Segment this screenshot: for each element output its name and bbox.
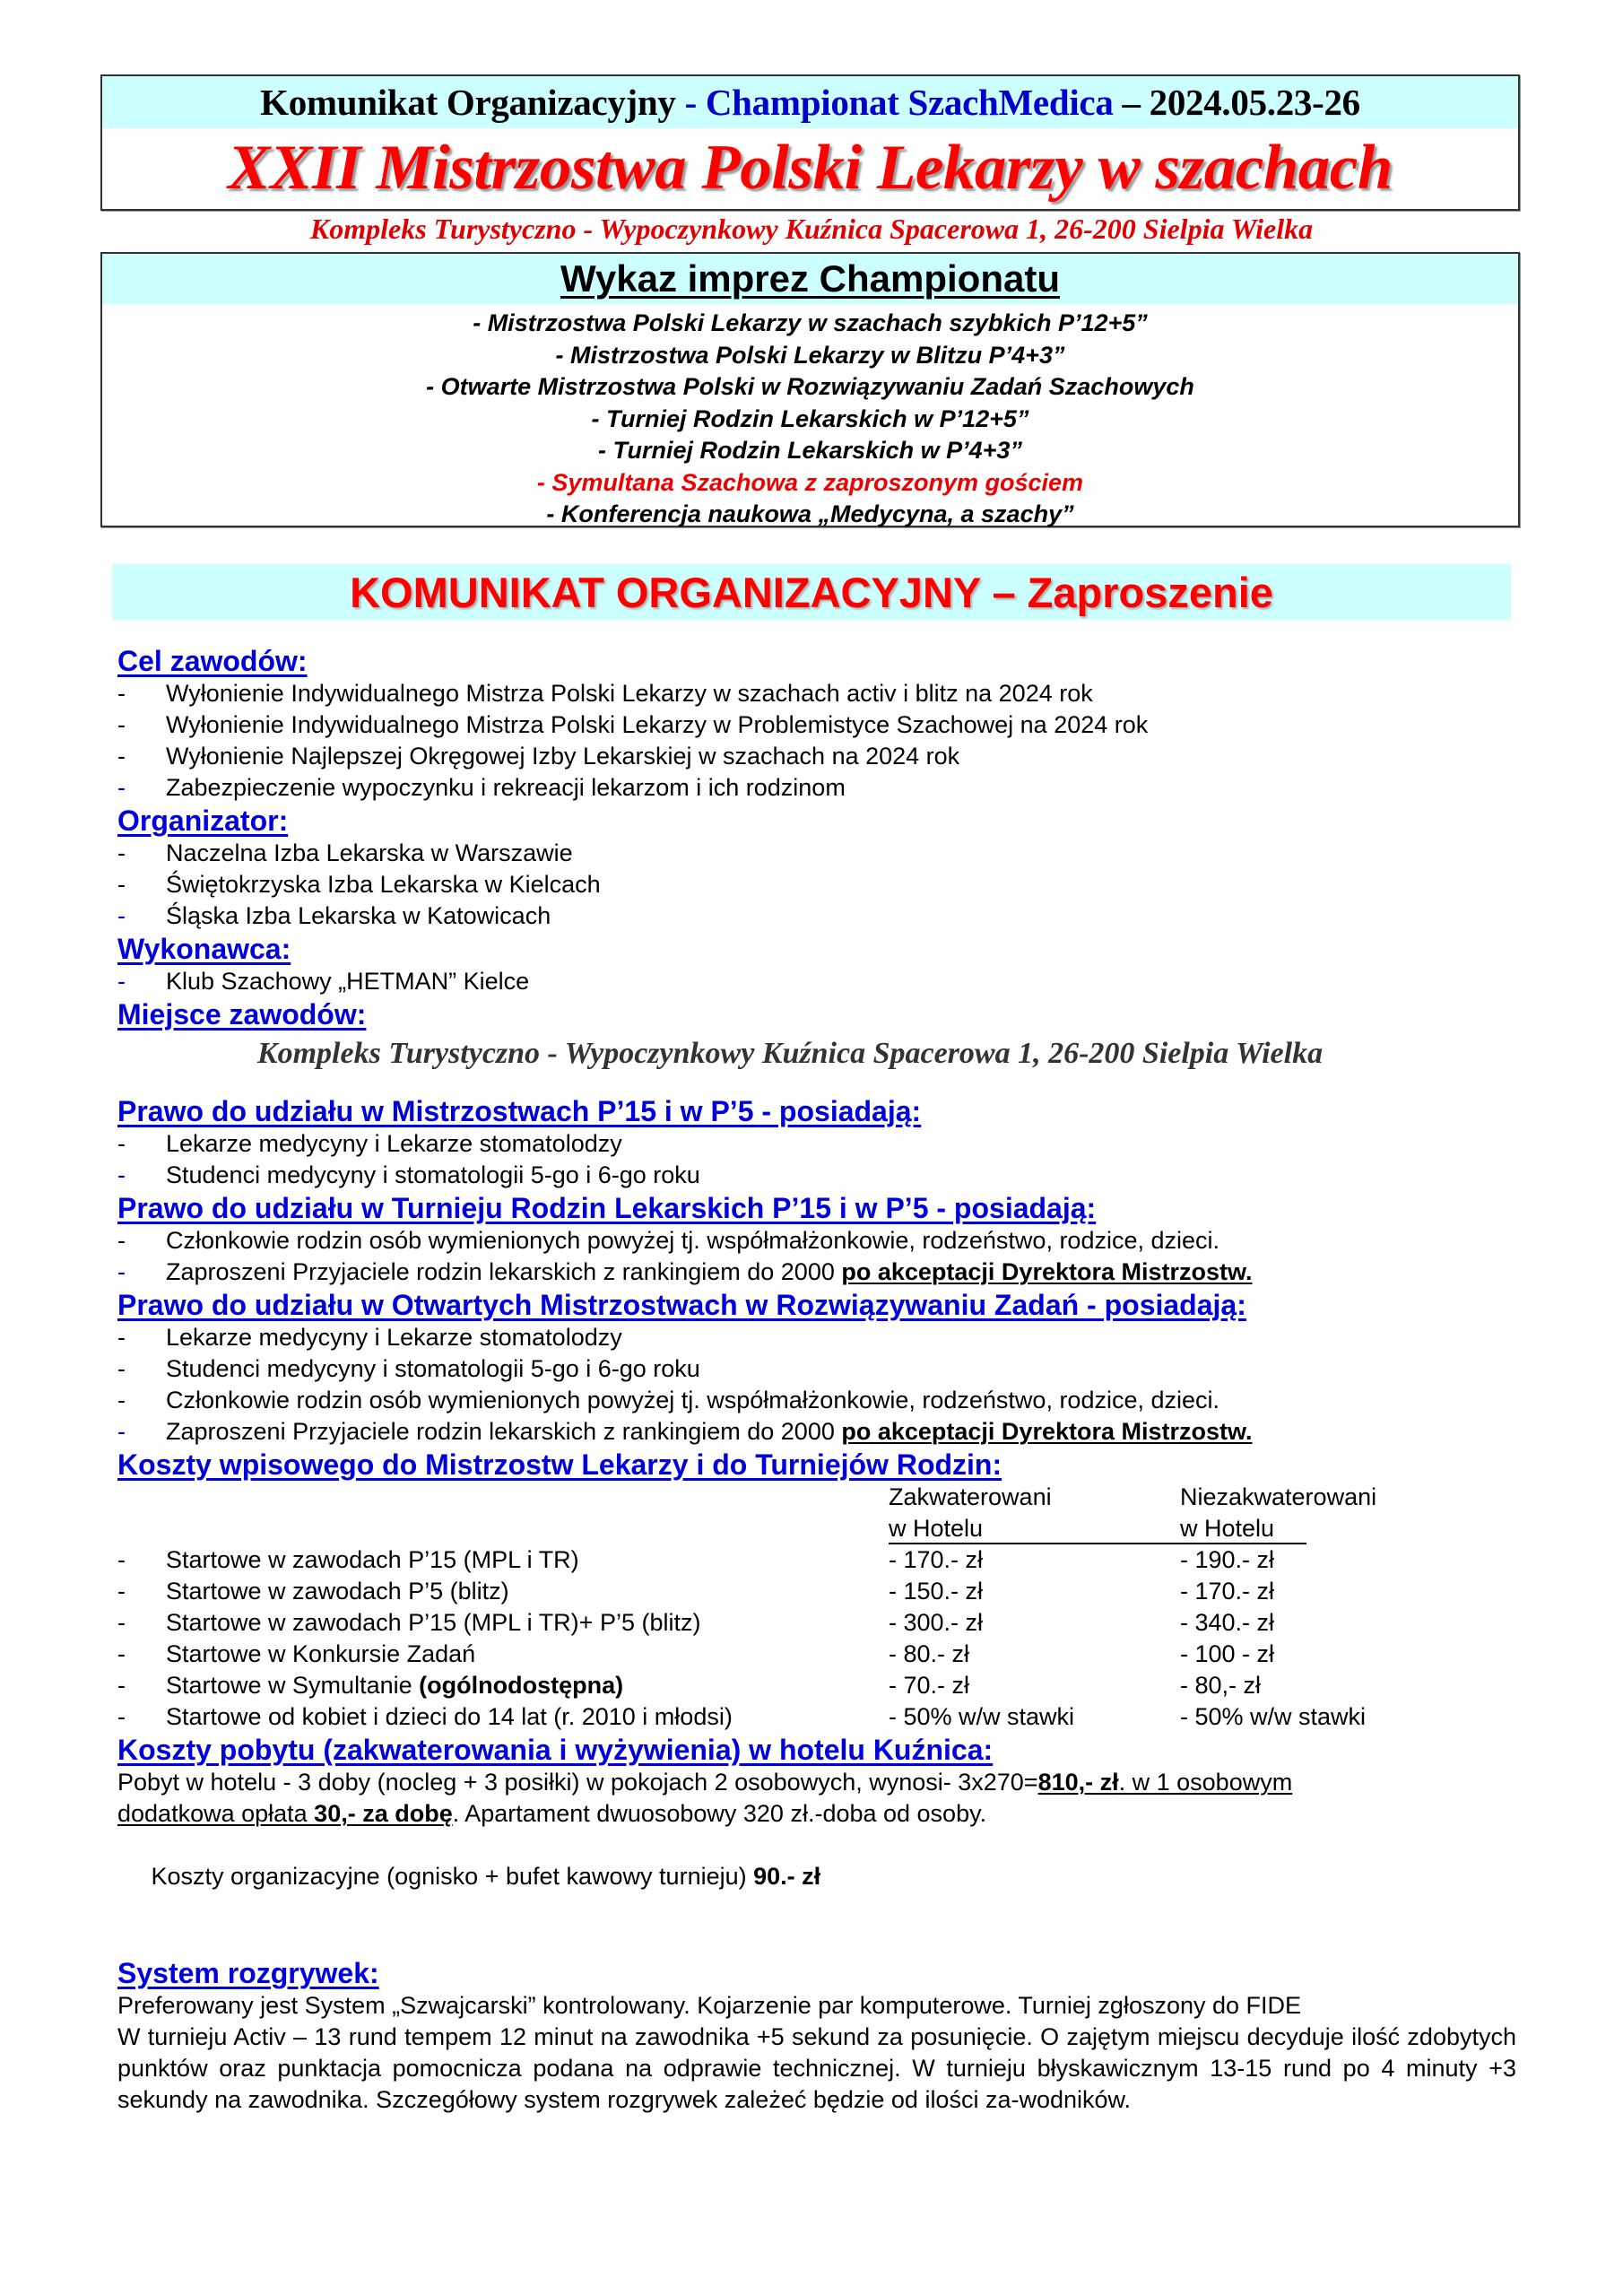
list-item bbox=[117, 1385, 1516, 1416]
list-item bbox=[117, 741, 1516, 772]
bullet-dash: - bbox=[117, 902, 126, 929]
list-item bbox=[117, 1160, 1516, 1191]
section-heading-eligibility-championship: Prawo do udziału w Mistrzostwach P’15 i w P’5 - posiadają: bbox=[117, 1095, 922, 1127]
stay-costs-line bbox=[117, 1798, 1516, 1830]
list-item-text bbox=[166, 1257, 1253, 1288]
bullet-dash: - bbox=[117, 1418, 126, 1445]
list-item bbox=[117, 709, 1516, 741]
bullet-dash: - bbox=[117, 1609, 126, 1636]
fee-not-accommodated: - 340.- zł bbox=[1180, 1609, 1275, 1636]
list-item bbox=[117, 1225, 1516, 1257]
list-item bbox=[117, 772, 1516, 804]
section-heading-contractor: Wykonawca: bbox=[117, 933, 291, 965]
section-heading-venue: Miejsce zawodów: bbox=[117, 998, 367, 1031]
director-approval-note: po akceptacji Dyrektora Mistrzostw. bbox=[841, 1258, 1253, 1285]
list-item-text: Zabezpieczenie wypoczynku i rekreacji lekarzom i ich rodzinom bbox=[166, 774, 846, 801]
stay-costs-line bbox=[117, 1767, 1516, 1798]
bullet-dash: - bbox=[117, 1130, 126, 1157]
bullet-dash: - bbox=[117, 968, 126, 995]
bullet-dash: - bbox=[117, 1578, 126, 1605]
bullet-dash: - bbox=[117, 743, 126, 770]
list-item-text: Śląska Izba Lekarska w Katowicach bbox=[166, 902, 551, 929]
list-item-text: Wyłonienie Indywidualnego Mistrza Polski Lekarzy w Problemistyce Szachowej na 2024 rok bbox=[166, 711, 1149, 738]
list-item-text-plain: Zaproszeni Przyjaciele rodzin lekarskich z rankingiem do 2000 bbox=[166, 1418, 842, 1445]
list-item-text: Wyłonienie Najlepszej Okręgowej Izby Lekarskiej w szachach na 2024 rok bbox=[166, 743, 960, 770]
list-item bbox=[117, 1128, 1516, 1160]
header-label: Komunikat Organizacyjny bbox=[260, 82, 685, 123]
bullet-dash: - bbox=[117, 680, 126, 707]
column-header-line: w Hotelu bbox=[1180, 1515, 1275, 1542]
fee-label-plain: Startowe w Symultanie bbox=[166, 1672, 420, 1699]
list-item bbox=[117, 1322, 1516, 1353]
fee-label: Startowe w zawodach P’15 (MPL i TR) bbox=[166, 1546, 579, 1573]
table-row bbox=[117, 1701, 1516, 1733]
table-row bbox=[117, 1639, 1516, 1670]
section-heading-eligibility-families: Prawo do udziału w Turnieju Rodzin Lekarskich P’15 i w P’5 - posiadają: bbox=[117, 1192, 1097, 1224]
fee-not-accommodated: - 170.- zł bbox=[1180, 1578, 1275, 1605]
stay-text: Pobyt w hotelu - 3 doby (nocleg + 3 posiłki) w pokojach 2 osobowych, wynosi- 3x270= bbox=[117, 1769, 1038, 1796]
section-heading-goals: Cel zawodów: bbox=[117, 645, 308, 677]
fee-label bbox=[166, 1670, 623, 1701]
events-title: Wykaz imprez Championatu bbox=[560, 257, 1060, 300]
list-item-text: Naczelna Izba Lekarska w Warszawie bbox=[166, 839, 573, 866]
fee-not-accommodated: - 190.- zł bbox=[1180, 1546, 1275, 1573]
fee-label: Startowe w zawodach P’5 (blitz) bbox=[166, 1578, 509, 1605]
fee-accommodated: - 50% w/w stawki bbox=[889, 1703, 1075, 1730]
stay-text: dodatkowa opłata bbox=[117, 1800, 315, 1827]
event-item: - Konferencja naukowa „Medycyna, a szachy” bbox=[546, 500, 1074, 527]
table-row bbox=[117, 1607, 1516, 1639]
system-line: Preferowany jest System „Szwajcarski” kontrolowany. Kojarzenie par komputerowe. Turniej zgłoszony do FIDE bbox=[117, 1992, 1302, 2019]
column-header-accommodated bbox=[889, 1482, 1052, 1544]
events-list bbox=[102, 304, 1518, 531]
list-item-text: Lekarze medycyny i Lekarze stomatolodzy bbox=[166, 1130, 622, 1157]
fee-not-accommodated: - 50% w/w stawki bbox=[1180, 1703, 1367, 1730]
stay-text: . Apartament dwuosobowy 320 zł.-doba od osoby. bbox=[452, 1800, 987, 1827]
list-item-text: Klub Szachowy „HETMAN” Kielce bbox=[166, 968, 530, 995]
bullet-dash: - bbox=[117, 1227, 126, 1254]
fee-accommodated: - 70.- zł bbox=[889, 1672, 970, 1699]
bullet-dash: - bbox=[117, 839, 126, 866]
bullet-dash: - bbox=[117, 1258, 126, 1285]
header-dates: – 2024.05.23-26 bbox=[1122, 82, 1360, 123]
event-item: - Mistrzostwa Polski Lekarzy w szachach szybkich P’12+5” bbox=[473, 309, 1148, 336]
list-item-text: Studenci medycyny i stomatologii 5-go i 6-go roku bbox=[166, 1161, 700, 1188]
bullet-dash: - bbox=[117, 1546, 126, 1573]
column-header-line: Zakwaterowani bbox=[889, 1483, 1052, 1510]
table-row bbox=[117, 1670, 1516, 1701]
table-row bbox=[117, 1576, 1516, 1607]
header-championship: - Championat SzachMedica bbox=[684, 82, 1123, 123]
stay-text: Koszty organizacyjne (ognisko + bufet kawowy turnieju) bbox=[144, 1863, 754, 1890]
events-box bbox=[100, 252, 1520, 527]
list-item-text: Lekarze medycyny i Lekarze stomatolodzy bbox=[166, 1324, 622, 1351]
list-item-text: Członkowie rodzin osób wymienionych powyżej tj. współmałżonkowie, rodzeństwo, rodzice, dzieci. bbox=[166, 1227, 1220, 1254]
section-heading-eligibility-problems: Prawo do udziału w Otwartych Mistrzostwach w Rozwiązywaniu Zadań - posiadają: bbox=[117, 1289, 1246, 1321]
header-venue: Kompleks Turystyczno - Wypoczynkowy Kuźnica Spacerowa 1, 26-200 Sielpia Wielka bbox=[309, 213, 1314, 245]
header-band bbox=[102, 76, 1518, 128]
invitation-banner bbox=[112, 564, 1511, 620]
column-header-line: Niezakwaterowani bbox=[1180, 1483, 1377, 1510]
section-heading-entry-fees: Koszty wpisowego do Mistrzostw Lekarzy i do Turniejów Rodzin: bbox=[117, 1448, 1002, 1481]
bullet-dash: - bbox=[117, 1355, 126, 1382]
column-header-not-accommodated bbox=[1180, 1482, 1376, 1544]
fee-label: Startowe od kobiet i dzieci do 14 lat (r. 2010 i młodsi) bbox=[166, 1703, 733, 1730]
bullet-dash: - bbox=[117, 1640, 126, 1667]
list-item bbox=[117, 1257, 1516, 1288]
list-item bbox=[117, 1353, 1516, 1385]
venue-address: Kompleks Turystyczno - Wypoczynkowy Kuźnica Spacerowa 1, 26-200 Sielpia Wielka bbox=[256, 1037, 1324, 1070]
fees-table-header bbox=[117, 1482, 1516, 1544]
document-body bbox=[117, 644, 1516, 2116]
fee-accommodated: - 80.- zł bbox=[889, 1640, 970, 1667]
section-heading-organizer: Organizator: bbox=[117, 804, 289, 837]
list-item-text: Studenci medycyny i stomatologii 5-go i 6-go roku bbox=[166, 1355, 700, 1382]
fee-accommodated: - 170.- zł bbox=[889, 1546, 984, 1573]
bullet-dash: - bbox=[117, 1387, 126, 1413]
organization-fee: 90.- zł bbox=[753, 1863, 821, 1890]
event-item: - Turniej Rodzin Lekarskich w P’4+3” bbox=[598, 437, 1022, 464]
column-header-line: w Hotelu bbox=[889, 1515, 984, 1542]
system-paragraph: W turnieju Activ – 13 rund tempem 12 minut na zawodnika +5 sekund za posunięcie. O zajętym miejscu decyduje ilość zdobytych punktów oraz punktacja pomocnicza podana na odprawie technicznej. W turnieju błyskawicznym 13-15 rund po 4 minuty +3 sekundy na zawodnika. Szczegółowy system rozgrywek zależeć będzie od ilości za-wodników. bbox=[117, 2023, 1516, 2113]
event-item: - Mistrzostwa Polski Lekarzy w Blitzu P’4+3” bbox=[555, 341, 1065, 369]
header-line bbox=[260, 81, 1360, 124]
bullet-dash: - bbox=[117, 1161, 126, 1188]
list-item bbox=[117, 900, 1516, 932]
main-title: XXII Mistrzostwa Polski Lekarzy w szachach bbox=[228, 133, 1393, 203]
fee-not-accommodated: - 80,- zł bbox=[1180, 1672, 1262, 1699]
single-room-surcharge: 30,- za dobę bbox=[314, 1800, 453, 1827]
stay-costs-line bbox=[117, 1830, 1516, 1924]
fee-label-bold: (ogólnodostępna) bbox=[419, 1672, 624, 1699]
event-item-highlight: - Symultana Szachowa z zaproszonym gościem bbox=[536, 468, 1084, 496]
section-heading-tournament-system: System rozgrywek: bbox=[117, 1957, 379, 1989]
fee-not-accommodated: - 100 - zł bbox=[1180, 1640, 1275, 1667]
list-item bbox=[117, 1416, 1516, 1448]
list-item bbox=[117, 966, 1516, 997]
fee-accommodated: - 300.- zł bbox=[889, 1609, 984, 1636]
bullet-dash: - bbox=[117, 1672, 126, 1699]
section-heading-stay-costs: Koszty pobytu (zakwaterowania i wyżywienia) w hotelu Kuźnica: bbox=[117, 1734, 994, 1766]
fee-label: Startowe w zawodach P’15 (MPL i TR)+ P’5 (blitz) bbox=[166, 1609, 701, 1636]
header-box bbox=[100, 74, 1520, 211]
stay-total-price: 810,- zł bbox=[1037, 1769, 1119, 1796]
list-item-text: Członkowie rodzin osób wymienionych powyżej tj. współmałżonkowie, rodzeństwo, rodzice, dzieci. bbox=[166, 1387, 1220, 1413]
list-item-text: Wyłonienie Indywidualnego Mistrza Polski Lekarzy w szachach activ i blitz na 2024 rok bbox=[166, 680, 1093, 707]
event-item: - Turniej Rodzin Lekarskich w P’12+5” bbox=[591, 404, 1029, 432]
bullet-dash: - bbox=[117, 1324, 126, 1351]
bullet-dash: - bbox=[117, 711, 126, 738]
list-item-text bbox=[166, 1416, 1253, 1448]
list-item-text: Świętokrzyska Izba Lekarska w Kielcach bbox=[166, 871, 601, 898]
list-item bbox=[117, 678, 1516, 709]
table-row bbox=[117, 1544, 1516, 1576]
events-band bbox=[102, 254, 1518, 304]
list-item bbox=[117, 838, 1516, 869]
stay-text: . w 1 osobowym bbox=[1118, 1769, 1293, 1796]
list-item bbox=[117, 869, 1516, 900]
bullet-dash: - bbox=[117, 871, 126, 898]
bullet-dash: - bbox=[117, 1703, 126, 1730]
fee-accommodated: - 150.- zł bbox=[889, 1578, 984, 1605]
list-item-text-plain: Zaproszeni Przyjaciele rodzin lekarskich z rankingiem do 2000 bbox=[166, 1258, 842, 1285]
bullet-dash: - bbox=[117, 774, 126, 801]
director-approval-note: po akceptacji Dyrektora Mistrzostw. bbox=[841, 1418, 1253, 1445]
event-item: - Otwarte Mistrzostwa Polski w Rozwiązywaniu Zadań Szachowych bbox=[426, 373, 1194, 400]
banner-title: KOMUNIKAT ORGANIZACYJNY – Zaproszenie bbox=[350, 568, 1273, 616]
fee-label: Startowe w Konkursie Zadań bbox=[166, 1640, 476, 1667]
